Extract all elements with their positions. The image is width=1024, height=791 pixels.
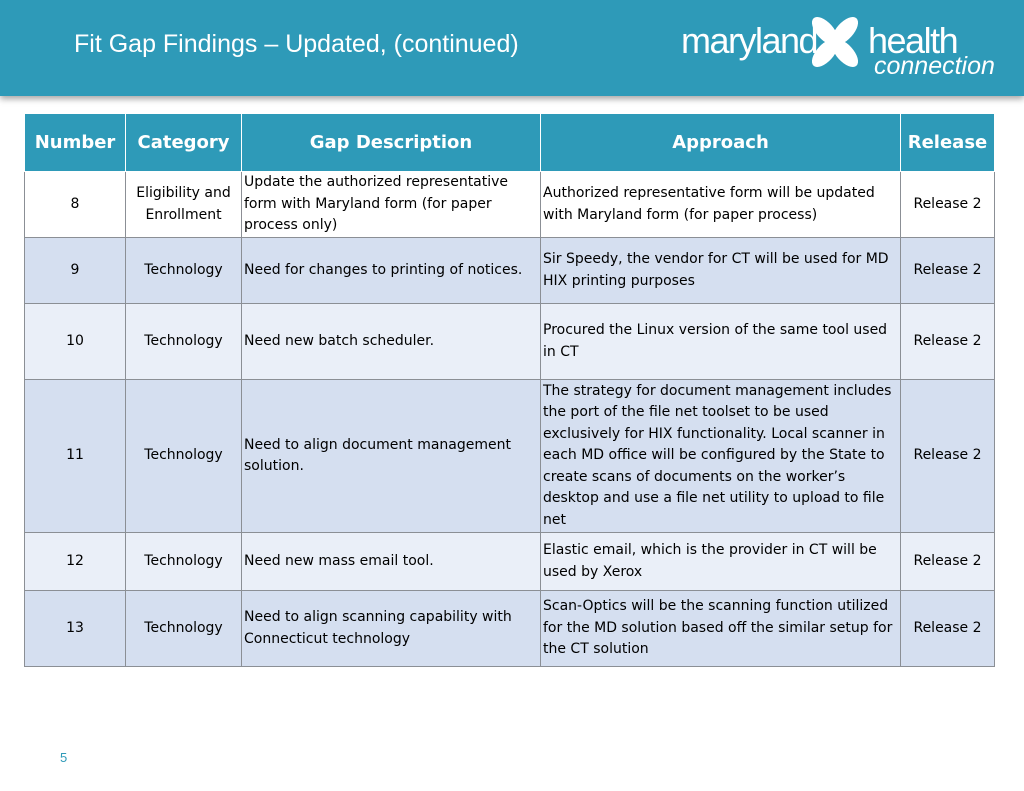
cell-approach: Authorized representative form will be updated with Maryland form (for paper process) [541,172,901,238]
cell-release: Release 2 [901,591,995,667]
cell-gap-description: Update the authorized representative form with Maryland form (for paper process only) [242,172,541,238]
column-header-category: Category [126,114,242,172]
cell-number: 11 [25,380,126,533]
column-header-gap-description: Gap Description [242,114,541,172]
cell-approach: Scan-Optics will be the scanning function utilized for the MD solution based off the similar setup for the CT solution [541,591,901,667]
cell-category: Eligibility and Enrollment [126,172,242,238]
logo-word-maryland: maryland [681,20,818,61]
cell-number: 8 [25,172,126,238]
table-row [25,304,995,380]
cell-number: 13 [25,591,126,667]
cell-number: 12 [25,533,126,591]
column-header-release: Release [901,114,995,172]
header-bar [0,0,1024,96]
cell-release: Release 2 [901,533,995,591]
cell-approach: Elastic email, which is the provider in CT will be used by Xerox [541,533,901,591]
cell-release: Release 2 [901,172,995,238]
cell-gap-description: Need new mass email tool. [242,533,541,591]
maryland-health-connection-logo [678,4,998,90]
cell-category: Technology [126,380,242,533]
table-header-row [25,114,995,172]
table-row [25,533,995,591]
cell-number: 9 [25,238,126,304]
page-title: Fit Gap Findings – Updated, (continued) [74,30,519,58]
cell-gap-description: Need to align document management solution. [242,380,541,533]
cell-approach: The strategy for document management includes the port of the file net toolset to be used exclusively for HIX functionality. Local scanner in each MD office will be configured by the State to create scans of documents on the worker’s desktop and use a file net utility to upload to file net [541,380,901,533]
cell-gap-description: Need new batch scheduler. [242,304,541,380]
column-header-number: Number [25,114,126,172]
cell-category: Technology [126,533,242,591]
flower-logo-icon [804,6,866,78]
table-row [25,380,995,533]
cell-gap-description: Need to align scanning capability with Connecticut technology [242,591,541,667]
cell-category: Technology [126,591,242,667]
cell-number: 10 [25,304,126,380]
cell-release: Release 2 [901,304,995,380]
cell-gap-description: Need for changes to printing of notices. [242,238,541,304]
logo-word-connection: connection [874,52,995,80]
table-row [25,238,995,304]
table-row [25,591,995,667]
cell-release: Release 2 [901,238,995,304]
column-header-approach: Approach [541,114,901,172]
cell-approach: Procured the Linux version of the same tool used in CT [541,304,901,380]
page-number: 5 [60,750,68,765]
cell-release: Release 2 [901,380,995,533]
table-row [25,172,995,238]
cell-category: Technology [126,238,242,304]
logo-word-health: health [868,20,958,61]
fit-gap-table [24,113,995,667]
cell-approach: Sir Speedy, the vendor for CT will be used for MD HIX printing purposes [541,238,901,304]
cell-category: Technology [126,304,242,380]
